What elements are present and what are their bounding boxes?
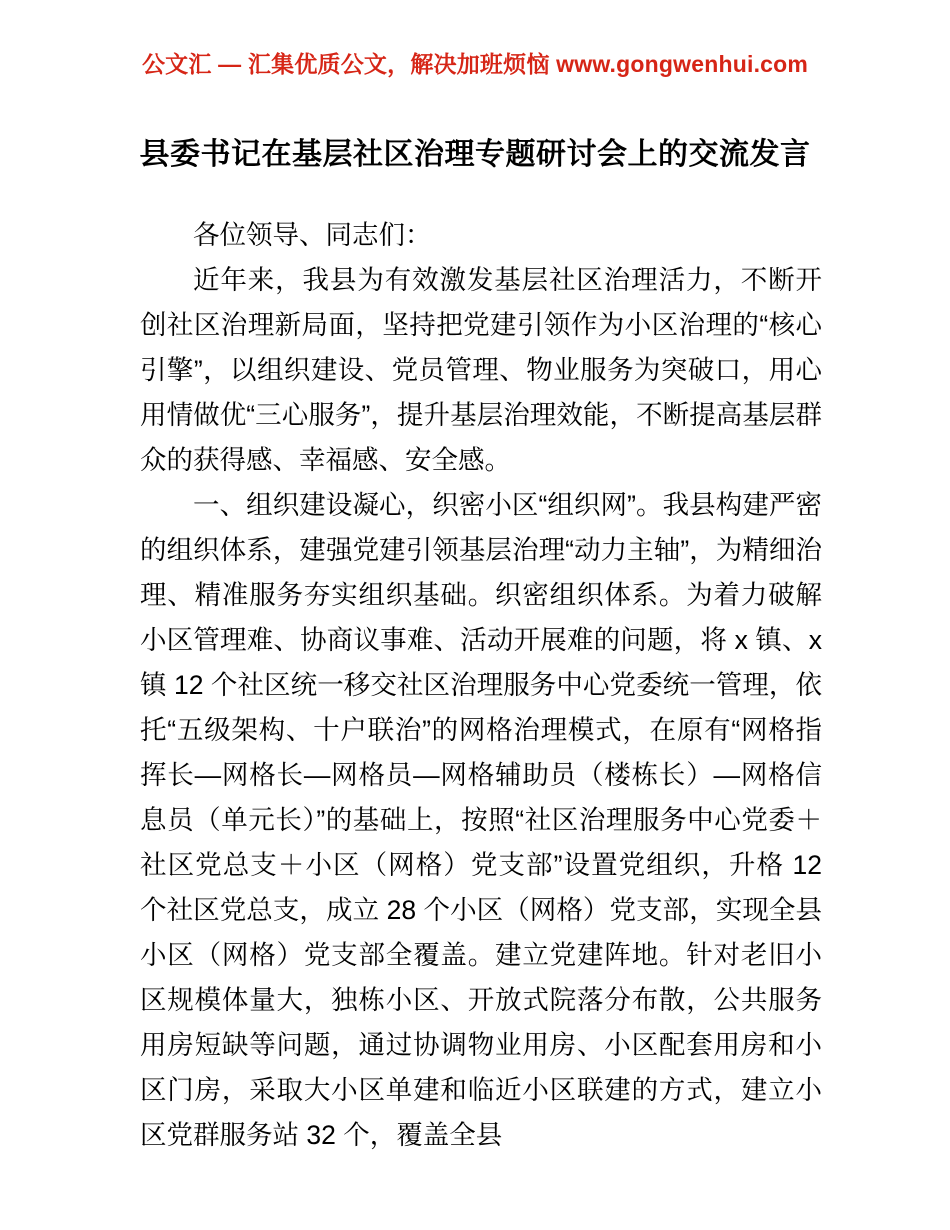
paragraph-intro: 近年来，我县为有效激发基层社区治理活力，不断开创社区治理新局面，坚持把党建引领作为小区治理的“核心引擎”，以组织建设、党员管理、物业服务为突破口，用心用情做优“三心服务”，提升基层治理效能，不断提高基层群众的获得感、幸福感、安全感。 [140,265,822,475]
paragraph-salutation: 各位领导、同志们： [193,220,432,250]
paragraph-section-one: 一、组织建设凝心，织密小区“组织网”。我县构建严密的组织体系，建强党建引领基层治理“动力主轴”，为精细治理、精准服务夯实组织基础。织密组织体系。为着力破解小区管理难、协商议事难、活动开展难的问题，将 x 镇、x 镇 12 个社区统一移交社区治理服务中心党委统一管理，依托“五级架构、十户联治”的网格治理模式，在原有“网格指挥长—网格长—网格员—网格辅助员（楼栋长）—网格信息员（单元长）”的基础上，按照“社区治理服务中心党委＋社区党总支＋小区（网格）党支部”设置党组织，升格 12 个社区党总支，成立 28 个小区（网格）党支部，实现全县小区（网格）党支部全覆盖。建立党建阵地。针对老旧小区规模体量大，独栋小区、开放式院落分布散，公共服务用房短缺等问题，通过协调物业用房、小区配套用房和小区门房，采取大小区单建和临近小区联建的方式，建立小区党群服务站 32 个，覆盖全县 [140,490,822,1150]
site-watermark-chinese: 公文汇 — 汇集优质公文，解决加班烦恼 [141,51,550,77]
site-watermark-header [0,48,950,80]
document-title: 县委书记在基层社区治理专题研讨会上的交流发言 [139,138,811,172]
document-body [140,213,822,1158]
site-watermark-url: www.gongwenhui.com [556,51,809,77]
